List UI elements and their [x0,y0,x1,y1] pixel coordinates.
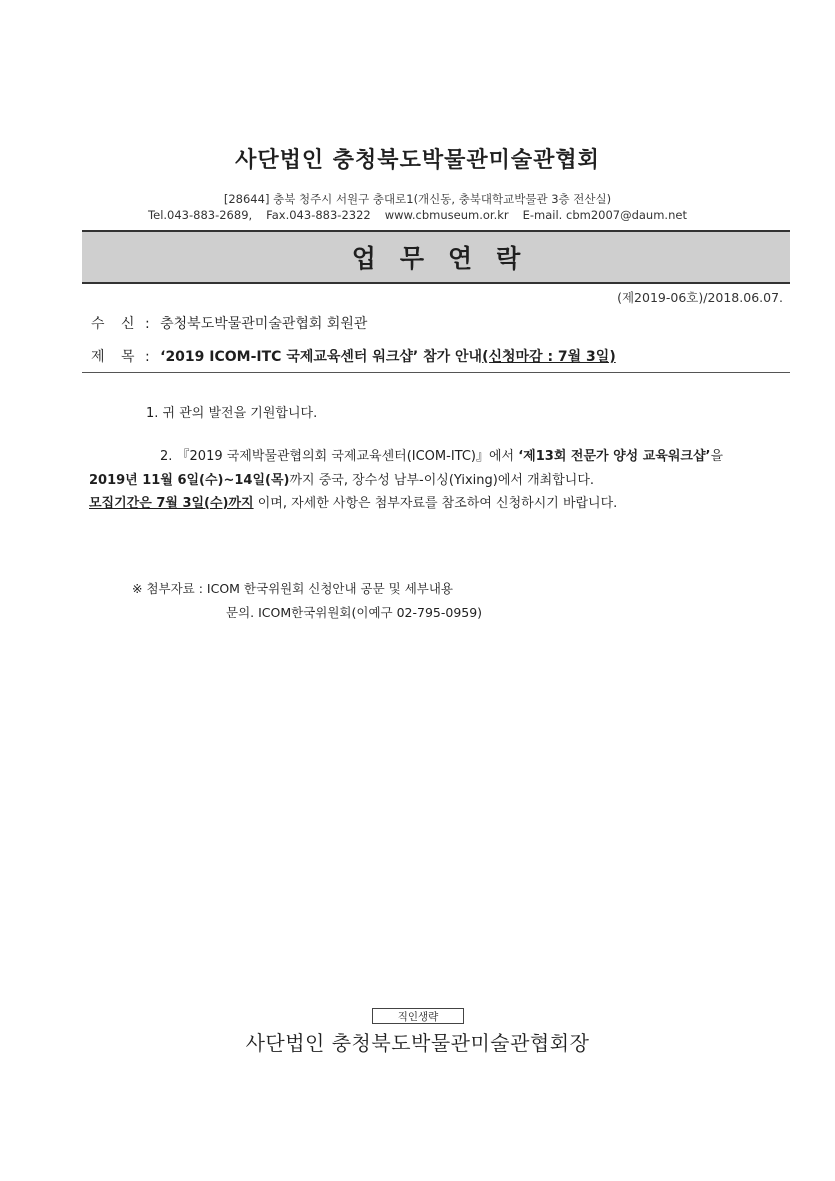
organization-contact [0,208,835,222]
paragraph-announcement-line3 [89,492,617,511]
workshop-name: ‘제13회 전문가 양성 교육워크샵’ [518,449,711,464]
organization-title: 사단법인 충청북도박물관미술관협회 [235,148,600,173]
paragraph-greeting: 1. 귀 관의 발전을 기원합니다. [146,406,318,421]
recipient-label: 수 신 [91,316,141,332]
recipient-separator: : [144,316,150,332]
subject-deadline: (신청마감 : 7월 3일) [482,349,616,365]
organization-address: [28644] 충북 청주시 서원구 충대로1(개신동, 충북대학교박물관 3층 전산실) [223,192,612,206]
workshop-location: 까지 중국, 장수성 남부-이싱(Yixing)에서 개최합니다. [289,473,595,488]
website-link: www.cbmuseum.or.kr [384,208,509,222]
paragraph-announcement-line2 [89,469,594,488]
signatory: 사단법인 충청북도박물관미술관협회장 [245,1031,590,1055]
recruitment-instructions: 이며, 자세한 사항은 첨부자료를 참조하여 신청하시기 바랍니다. [253,496,618,511]
announcement-intro: 2. 『2019 국제박물관협의회 국제교육센터(ICOM-ITC)』에서 [160,449,519,464]
announcement-particle: 을 [710,449,724,464]
document-type-title: 업무연락 [351,244,545,273]
fax-number: Fax.043-883-2322 [266,208,371,222]
subject-title: ‘2019 ICOM-ITC 국제교육센터 워크샵’ 참가 안내 [160,349,483,365]
document-reference-number: (제2019-06호)/2018.06.07. [617,290,783,305]
header-divider [82,372,790,373]
recipient-row [91,313,367,333]
email-address: E-mail. cbm2007@daum.net [522,208,687,222]
inquiry-contact: 문의. ICOM한국위원회(이예구 02-795-0959) [226,605,483,620]
subject-row [91,346,616,366]
paragraph-announcement-line1 [160,445,723,464]
subject-label: 제 목 [91,349,141,365]
subject-separator: : [144,349,150,365]
document-type-banner [82,230,790,284]
recruitment-period: 모집기간은 7월 3일(수)까지 [89,496,254,511]
recipient-value: 충청북도박물관미술관협회 회원관 [160,316,368,332]
attachment-note: ※ 첨부자료 : ICOM 한국위원회 신청안내 공문 및 세부내용 [132,581,454,596]
seal-omitted-stamp: 직인생략 [372,1008,464,1024]
workshop-dates: 2019년 11월 6일(수)~14일(목) [89,473,290,488]
tel-number: Tel.043-883-2689, [148,208,253,222]
